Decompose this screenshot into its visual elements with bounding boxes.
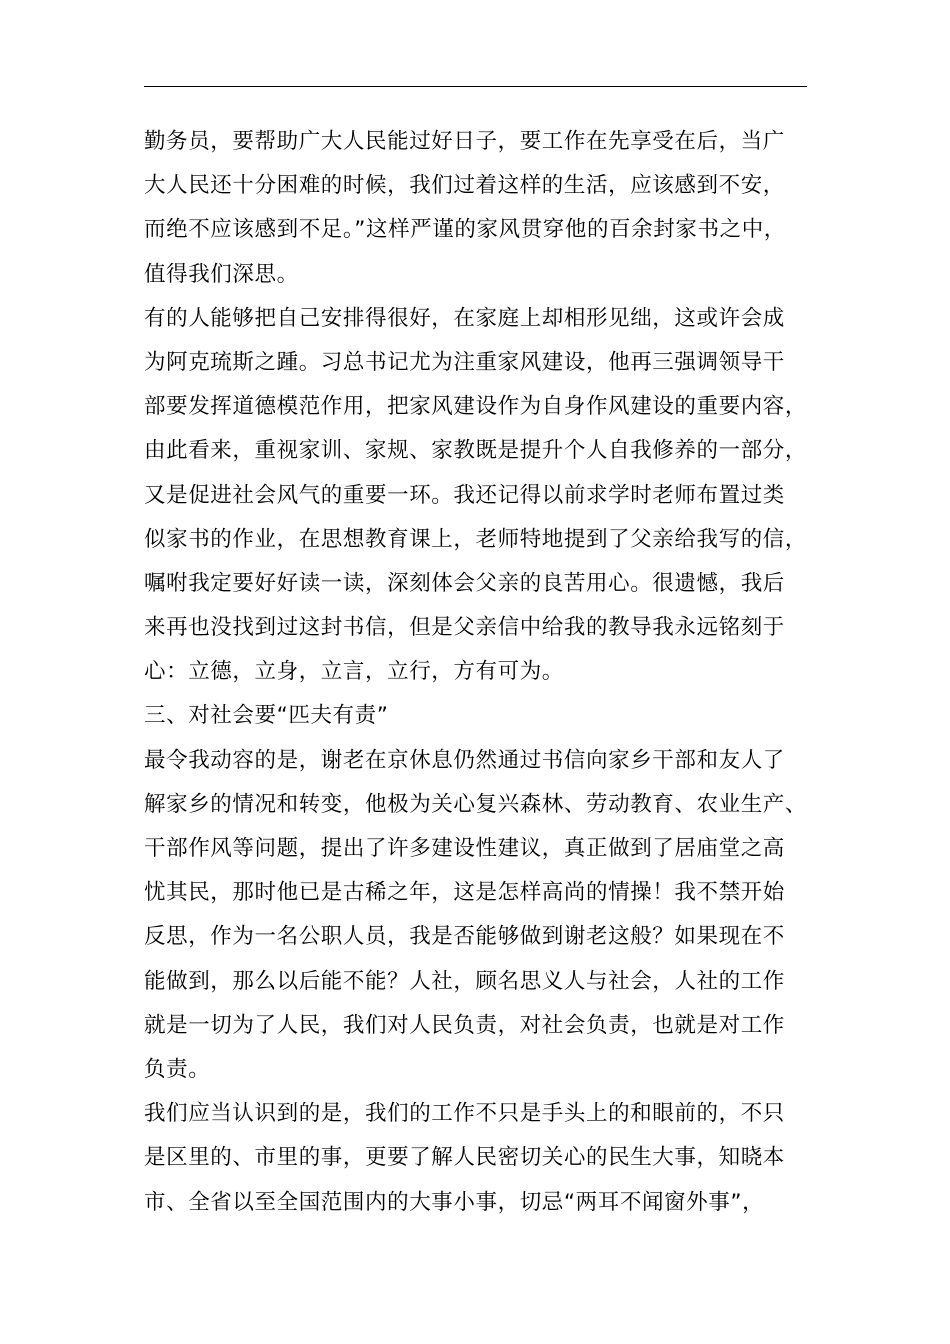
text-line: 我们应当认识到的是，我们的工作不只是手头上的和眼前的，不只 <box>144 1101 785 1127</box>
text-line: 反思，作为一名公职人员，我是否能够做到谢老这般？如果现在不 <box>144 924 785 950</box>
text-line: 心：立德，立身，立言，立行，方有可为。 <box>144 659 564 685</box>
text-line: 值得我们深思。 <box>144 261 299 287</box>
text-line: 有的人能够把自己安排得很好，在家庭上却相形见绌，这或许会成 <box>144 305 785 331</box>
text-line: 大人民还十分困难的时候，我们过着这样的生活，应该感到不安， <box>144 173 785 199</box>
text-line: 干部作风等问题，提出了许多建设性建议，真正做到了居庙堂之高 <box>144 836 785 861</box>
header-rule <box>144 86 807 87</box>
text-line: 最令我动容的是，谢老在京休息仍然通过书信向家乡干部和友人了 <box>144 747 785 773</box>
text-line: 又是促进社会风气的重要一环。我还记得以前求学时老师布置过类 <box>144 482 785 508</box>
text-line: 能做到，那么以后能不能？人社，顾名思义人与社会，人社的工作 <box>144 968 785 994</box>
text-line: 忧其民，那时他已是古稀之年，这是怎样高尚的情操！我不禁开始 <box>144 880 785 906</box>
text-line: 由此看来，重视家训、家规、家教既是提升个人自我修养的一部分， <box>144 438 808 464</box>
text-line: 部要发挥道德模范作用，把家风建设作为自身作风建设的重要内容， <box>144 394 808 420</box>
text-line: 为阿克琉斯之踵。习总书记尤为注重家风建设，他再三强调领导干 <box>144 349 785 375</box>
text-line: 来再也没找到过这封书信，但是父亲信中给我的教导我永远铭刻于 <box>144 615 785 641</box>
text-line: 而绝不应该感到不足。”这样严谨的家风贯穿他的百余封家书之中， <box>144 217 786 243</box>
text-line: 就是一切为了人民，我们对人民负责，对社会负责，也就是对工作 <box>144 1012 785 1038</box>
section-heading: 三、对社会要“匹夫有责” <box>144 703 389 729</box>
text-line: 勤务员，要帮助广大人民能过好日子，要工作在先享受在后，当广 <box>144 129 785 154</box>
text-line: 市、全省以至全国范围内的大事小事，切忌“两耳不闻窗外事”， <box>144 1189 765 1215</box>
text-line: 是区里的、市里的事，更要了解人民密切关心的民生大事，知晓本 <box>144 1145 785 1171</box>
text-line: 嘱咐我定要好好读一读，深刻体会父亲的良苦用心。很遗憾，我后 <box>144 570 785 596</box>
text-line: 负责。 <box>144 1056 211 1082</box>
text-line: 解家乡的情况和转变，他极为关心复兴森林、劳动教育、农业生产、 <box>144 791 808 817</box>
text-line: 似家书的作业，在思想教育课上，老师特地提到了父亲给我写的信， <box>144 526 808 552</box>
document-body <box>144 120 816 1225</box>
